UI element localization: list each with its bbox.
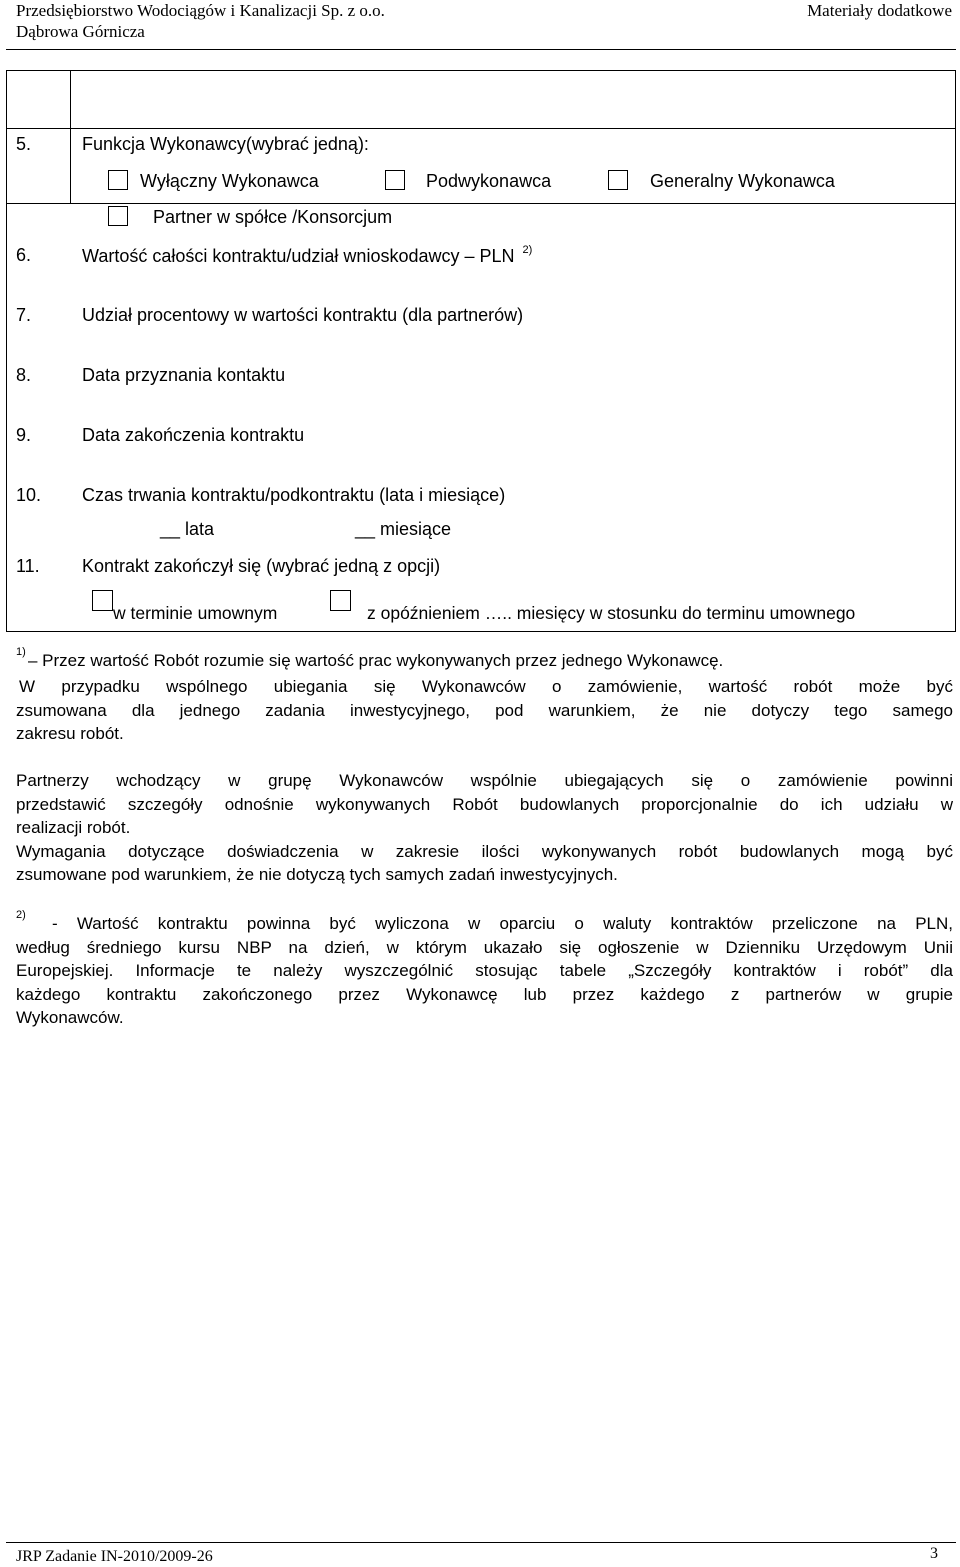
item6-label: Wartość całości kontraktu/udział wnioskodawcy – PLN $^{2)}$ (82, 244, 533, 266)
duration-months[interactable]: __ miesiące (355, 519, 452, 539)
table-row-divider (6, 128, 956, 129)
item9-number: 9. (16, 425, 32, 445)
footnote-2-marker: 2) (16, 909, 26, 921)
footnote-ref: 2) (522, 244, 533, 256)
table-column-divider (70, 70, 71, 204)
footnote-2-paragraph: - Wartość kontraktu powinna być wyliczona w oparciu o waluty kontraktów przeliczone na PLN, według średniego kursu NBP na dzień, w którym ukazało się ogłoszenie w Dzienniku Urzędowym Unii Europejskiej. Informacje te należy wyszczególnić stosując tabele „Szczegóły kontraktów i robót” dla każdego kontraktu zakończonego przez Wykonawcę lub przez każdego z partnerów w grupie Wykonawców. (16, 914, 953, 1027)
page-number: 3 (930, 1545, 938, 1562)
option-delayed[interactable] (330, 590, 855, 624)
section-title: Materiały dodatkowe (807, 1, 952, 20)
item10-number: 10. (16, 485, 42, 505)
item7-label: Udział procentowy w wartości kontraktu (dla partnerów) (82, 305, 524, 325)
checkbox[interactable] (385, 170, 405, 190)
item9-label: Data zakończenia kontraktu (82, 425, 305, 445)
item7-number: 7. (16, 305, 32, 325)
item5-number: 5. (16, 134, 32, 154)
footnote-1-paragraph-1: W przypadku wspólnego ubiegania się Wykonawców o zamówienie, wartość robót może być zsumowana dla jednego zadania inwestycyjnego, pod warunkiem, że nie dotyczy tego samego zakresu robót. (16, 677, 953, 743)
option-consortium-partner[interactable] (108, 206, 392, 228)
header-rule (6, 49, 956, 50)
option-on-time[interactable] (92, 590, 277, 624)
option-general-contractor[interactable] (608, 170, 835, 192)
checkbox[interactable] (92, 590, 113, 611)
footnote-1-marker: 1) (16, 646, 26, 658)
document-id: JRP Zadanie IN-2010/2009-26 (16, 1548, 213, 1565)
option-label: Generalny Wykonawca (650, 171, 835, 191)
item8-number: 8. (16, 365, 32, 385)
option-label: Wyłączny Wykonawca (140, 171, 319, 191)
item6-number: 6. (16, 245, 32, 265)
company-city: Dąbrowa Górnicza (16, 22, 145, 41)
footnote-1-lead: – Przez wartość Robót rozumie się wartość prac wykonywanych przez jednego Wykonawcę. (28, 651, 724, 670)
footnote-1-paragraph-2: Partnerzy wchodzący w grupę Wykonawców wspólnie ubiegających się o zamówienie powinni przedstawić szczegóły odnośnie wykonywanych Robót budowlanych proporcjonalnie do ich udziału w realizacji robót. Wymagania dotyczące doświadczenia w zakresie ilości wykonywanych robót budowlanych mogą być zsumowane pod warunkiem, że nie dotyczą tych samych zadań inwestycyjnych. (16, 771, 953, 884)
checkbox[interactable] (608, 170, 628, 190)
table-row-divider (6, 203, 956, 204)
option-subcontractor[interactable] (385, 170, 551, 192)
checkbox[interactable] (108, 170, 128, 190)
item11-number: 11. (16, 556, 40, 576)
option-label: Podwykonawca (426, 171, 552, 191)
checkbox[interactable] (330, 590, 351, 611)
item11-label: Kontrakt zakończył się (wybrać jedną z opcji) (82, 556, 441, 576)
item10-label: Czas trwania kontraktu/podkontraktu (lata i miesiące) (82, 485, 506, 505)
checkbox[interactable] (108, 206, 128, 226)
option-label: Partner w spółce /Konsorcjum (153, 207, 393, 227)
duration-years[interactable]: __ lata (160, 519, 215, 539)
item5-label: Funkcja Wykonawcy(wybrać jedną): (82, 134, 369, 154)
option-label: w terminie umownym (113, 603, 278, 623)
footer-rule (6, 1542, 956, 1543)
item8-label: Data przyznania kontaktu (82, 365, 286, 385)
option-exclusive-contractor[interactable] (108, 170, 319, 192)
company-name: Przedsiębiorstwo Wodociągów i Kanalizacji Sp. z o.o. (16, 1, 385, 20)
option-label: z opóźnieniem ….. miesięcy w stosunku do terminu umownego (367, 603, 856, 623)
